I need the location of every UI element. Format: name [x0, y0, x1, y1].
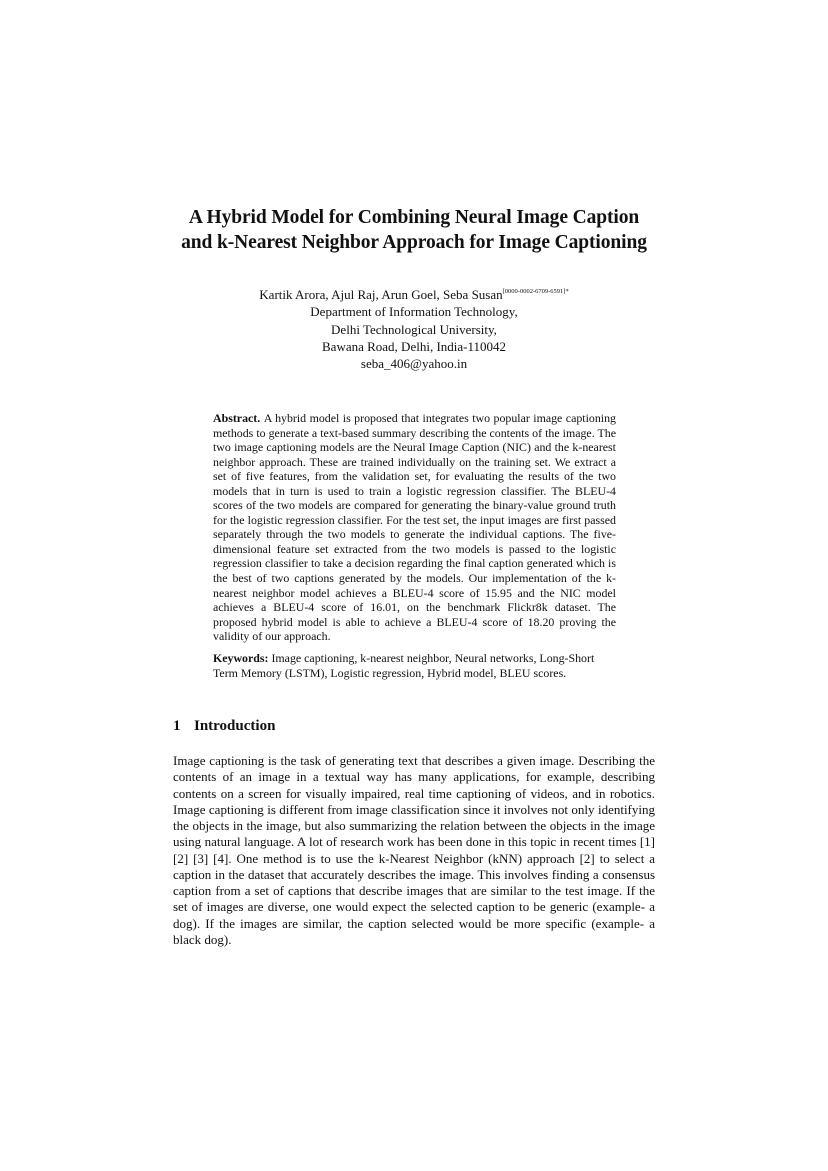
keywords	[213, 651, 616, 680]
author-block	[150, 286, 678, 372]
abstract-label: Abstract.	[213, 411, 264, 425]
author-email: seba_406@yahoo.in	[360, 356, 468, 372]
introduction-paragraph: Image captioning is the task of generating text that describes a given image. Describing the contents of an image in a textual way has many applications, for example, describing contents on a screen for visually impaired, real time captioning of videos, and in robotics. Image captioning is different from image classification since it involves not only identifying the objects in the image, but also summarizing the relation between the objects in the image using natural language. A lot of research work has been done in this topic in recent times [1] [2] [3] [4]. One method is to use the k-Nearest Neighbor (kNN) approach [2] to select a caption in the dataset that accurately describes the image. This involves finding a consensus caption from a set of captions that describe images that are similar to the test image. If the set of images are diverse, one would expect the selected caption to be generic (example- a dog). If the images are similar, the caption selected would be more specific (example- a black dog).	[173, 753, 655, 947]
keywords-text: Image captioning, k-nearest neighbor, Neural networks, Long-Short Term Memory (LSTM), Logistic regression, Hybrid model, BLEU scores.	[213, 651, 595, 680]
abstract-text: A hybrid model is proposed that integrates two popular image captioning methods to generate a text-based summary describing the contents of the image. The two image captioning models are the Neural Image Caption (NIC) and the k-nearest neighbor approach. These are trained individually on the training set. We extract a set of five features, from the validation set, for evaluating the results of the two models that in turn is used to train a logistic regression classifier. The BLEU-4 scores of the two models are compared for generating the binary-value ground truth for the logistic regression classifier. For the test set, the input images are first passed separately through the two models to generate the individual captions. The five-dimensional feature set extracted from the two models is passed to the logistic regression classifier to take a decision regarding the final caption generated which is the best of two captions generated by the models. Our implementation of the k-nearest neighbor model achieves a BLEU-4 score of 15.95 and the NIC model achieves a BLEU-4 score of 16.01, on the benchmark Flickr8k dataset. The proposed hybrid model is able to achieve a BLEU-4 score of 18.20 proving the validity of our approach.	[213, 411, 616, 644]
section-title: Introduction	[194, 718, 276, 734]
keywords-label: Keywords:	[213, 651, 272, 665]
paper-title	[150, 205, 678, 255]
affiliation-address: Bawana Road, Delhi, India-110042	[322, 338, 506, 354]
affiliation-department: Department of Information Technology,	[310, 304, 518, 320]
paper-title-line-2: and k-Nearest Neighbor Approach for Image Captioning	[181, 232, 647, 253]
paper-title-line-1: A Hybrid Model for Combining Neural Image Caption	[188, 207, 640, 228]
orcid-id: [0000-0002-6709-6591]*	[502, 288, 569, 295]
section-number: 1	[173, 718, 181, 734]
author-list-line	[150, 286, 678, 303]
section-heading-introduction	[173, 716, 275, 736]
author-names: Kartik Arora, Ajul Raj, Arun Goel, Seba Susan	[259, 287, 503, 302]
abstract	[213, 411, 616, 644]
affiliation-university: Delhi Technological University,	[331, 321, 497, 337]
